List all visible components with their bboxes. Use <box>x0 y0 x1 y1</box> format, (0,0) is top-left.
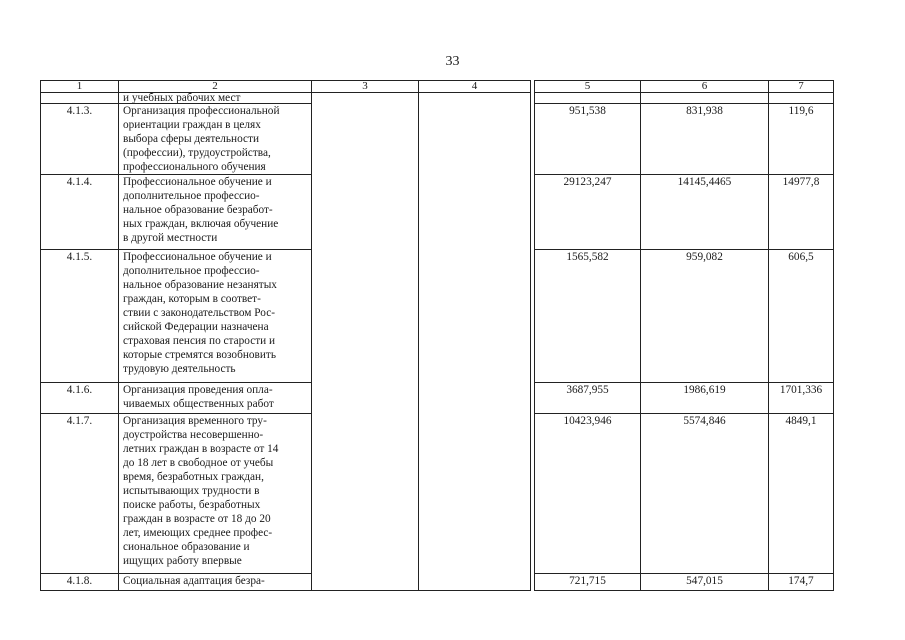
page-number: 33 <box>445 54 460 69</box>
row-col7: 14977,8 <box>769 175 834 250</box>
row-col5: 10423,946 <box>535 414 641 574</box>
column-number-4: 4 <box>419 81 531 93</box>
row-col6: 959,082 <box>641 250 769 383</box>
row-col7: 174,7 <box>769 574 834 591</box>
row-description: Организация временного тру- доустройства несовершенно- летних граждан в возрасте от 14 до 18 лет в свободное от учебы время, безработных граждан, испытывающих трудности в поиске работы, безработных граждан в возрасте от 18 до 20 лет, имеющих среднее профес- сиональное образование и ищущих работу впервые <box>119 414 312 574</box>
carry-over-col7 <box>769 93 834 104</box>
column-number-2: 2 <box>119 81 312 93</box>
column-4-cell <box>419 93 531 591</box>
row-code: 4.1.5. <box>41 250 119 383</box>
budget-table <box>40 80 834 591</box>
row-code: 4.1.8. <box>41 574 119 591</box>
row-col7: 606,5 <box>769 250 834 383</box>
column-3-cell <box>312 93 419 591</box>
row-col5: 29123,247 <box>535 175 641 250</box>
column-number-row <box>41 81 834 93</box>
row-col7: 119,6 <box>769 104 834 175</box>
row-col5: 721,715 <box>535 574 641 591</box>
row-col6: 14145,4465 <box>641 175 769 250</box>
carry-over-col6 <box>641 93 769 104</box>
column-number-6: 6 <box>641 81 769 93</box>
carry-over-row <box>41 93 834 104</box>
row-col6: 5574,846 <box>641 414 769 574</box>
row-col6: 547,015 <box>641 574 769 591</box>
row-code: 4.1.4. <box>41 175 119 250</box>
row-description: Организация проведения опла- чиваемых общественных работ <box>119 383 312 414</box>
row-col6: 1986,619 <box>641 383 769 414</box>
column-number-7: 7 <box>769 81 834 93</box>
carry-over-col5 <box>535 93 641 104</box>
row-code: 4.1.3. <box>41 104 119 175</box>
row-code: 4.1.7. <box>41 414 119 574</box>
row-col5: 3687,955 <box>535 383 641 414</box>
row-col7: 4849,1 <box>769 414 834 574</box>
row-description: Профессиональное обучение и дополнительное профессио- нальное образование незанятых граждан, которым в соответ- ствии с законодательством Рос- сийской Федерации назначена страховая пенсия по старости и которые стремятся возобновить трудовую деятельность <box>119 250 312 383</box>
row-col7: 1701,336 <box>769 383 834 414</box>
carry-over-code <box>41 93 119 104</box>
carry-over-text: и учебных рабочих мест <box>119 93 312 104</box>
row-col5: 1565,582 <box>535 250 641 383</box>
column-number-3: 3 <box>312 81 419 93</box>
row-col6: 831,938 <box>641 104 769 175</box>
row-description: Организация профессиональной ориентации граждан в целях выбора сферы деятельности (профессии), трудоустройства, профессионального обучения <box>119 104 312 175</box>
row-description: Социальная адаптация безра- <box>119 574 312 591</box>
row-col5: 951,538 <box>535 104 641 175</box>
row-code: 4.1.6. <box>41 383 119 414</box>
column-number-5: 5 <box>535 81 641 93</box>
column-number-1: 1 <box>41 81 119 93</box>
row-description: Профессиональное обучение и дополнительное профессио- нальное образование безработ- ных граждан, включая обучение в другой местности <box>119 175 312 250</box>
